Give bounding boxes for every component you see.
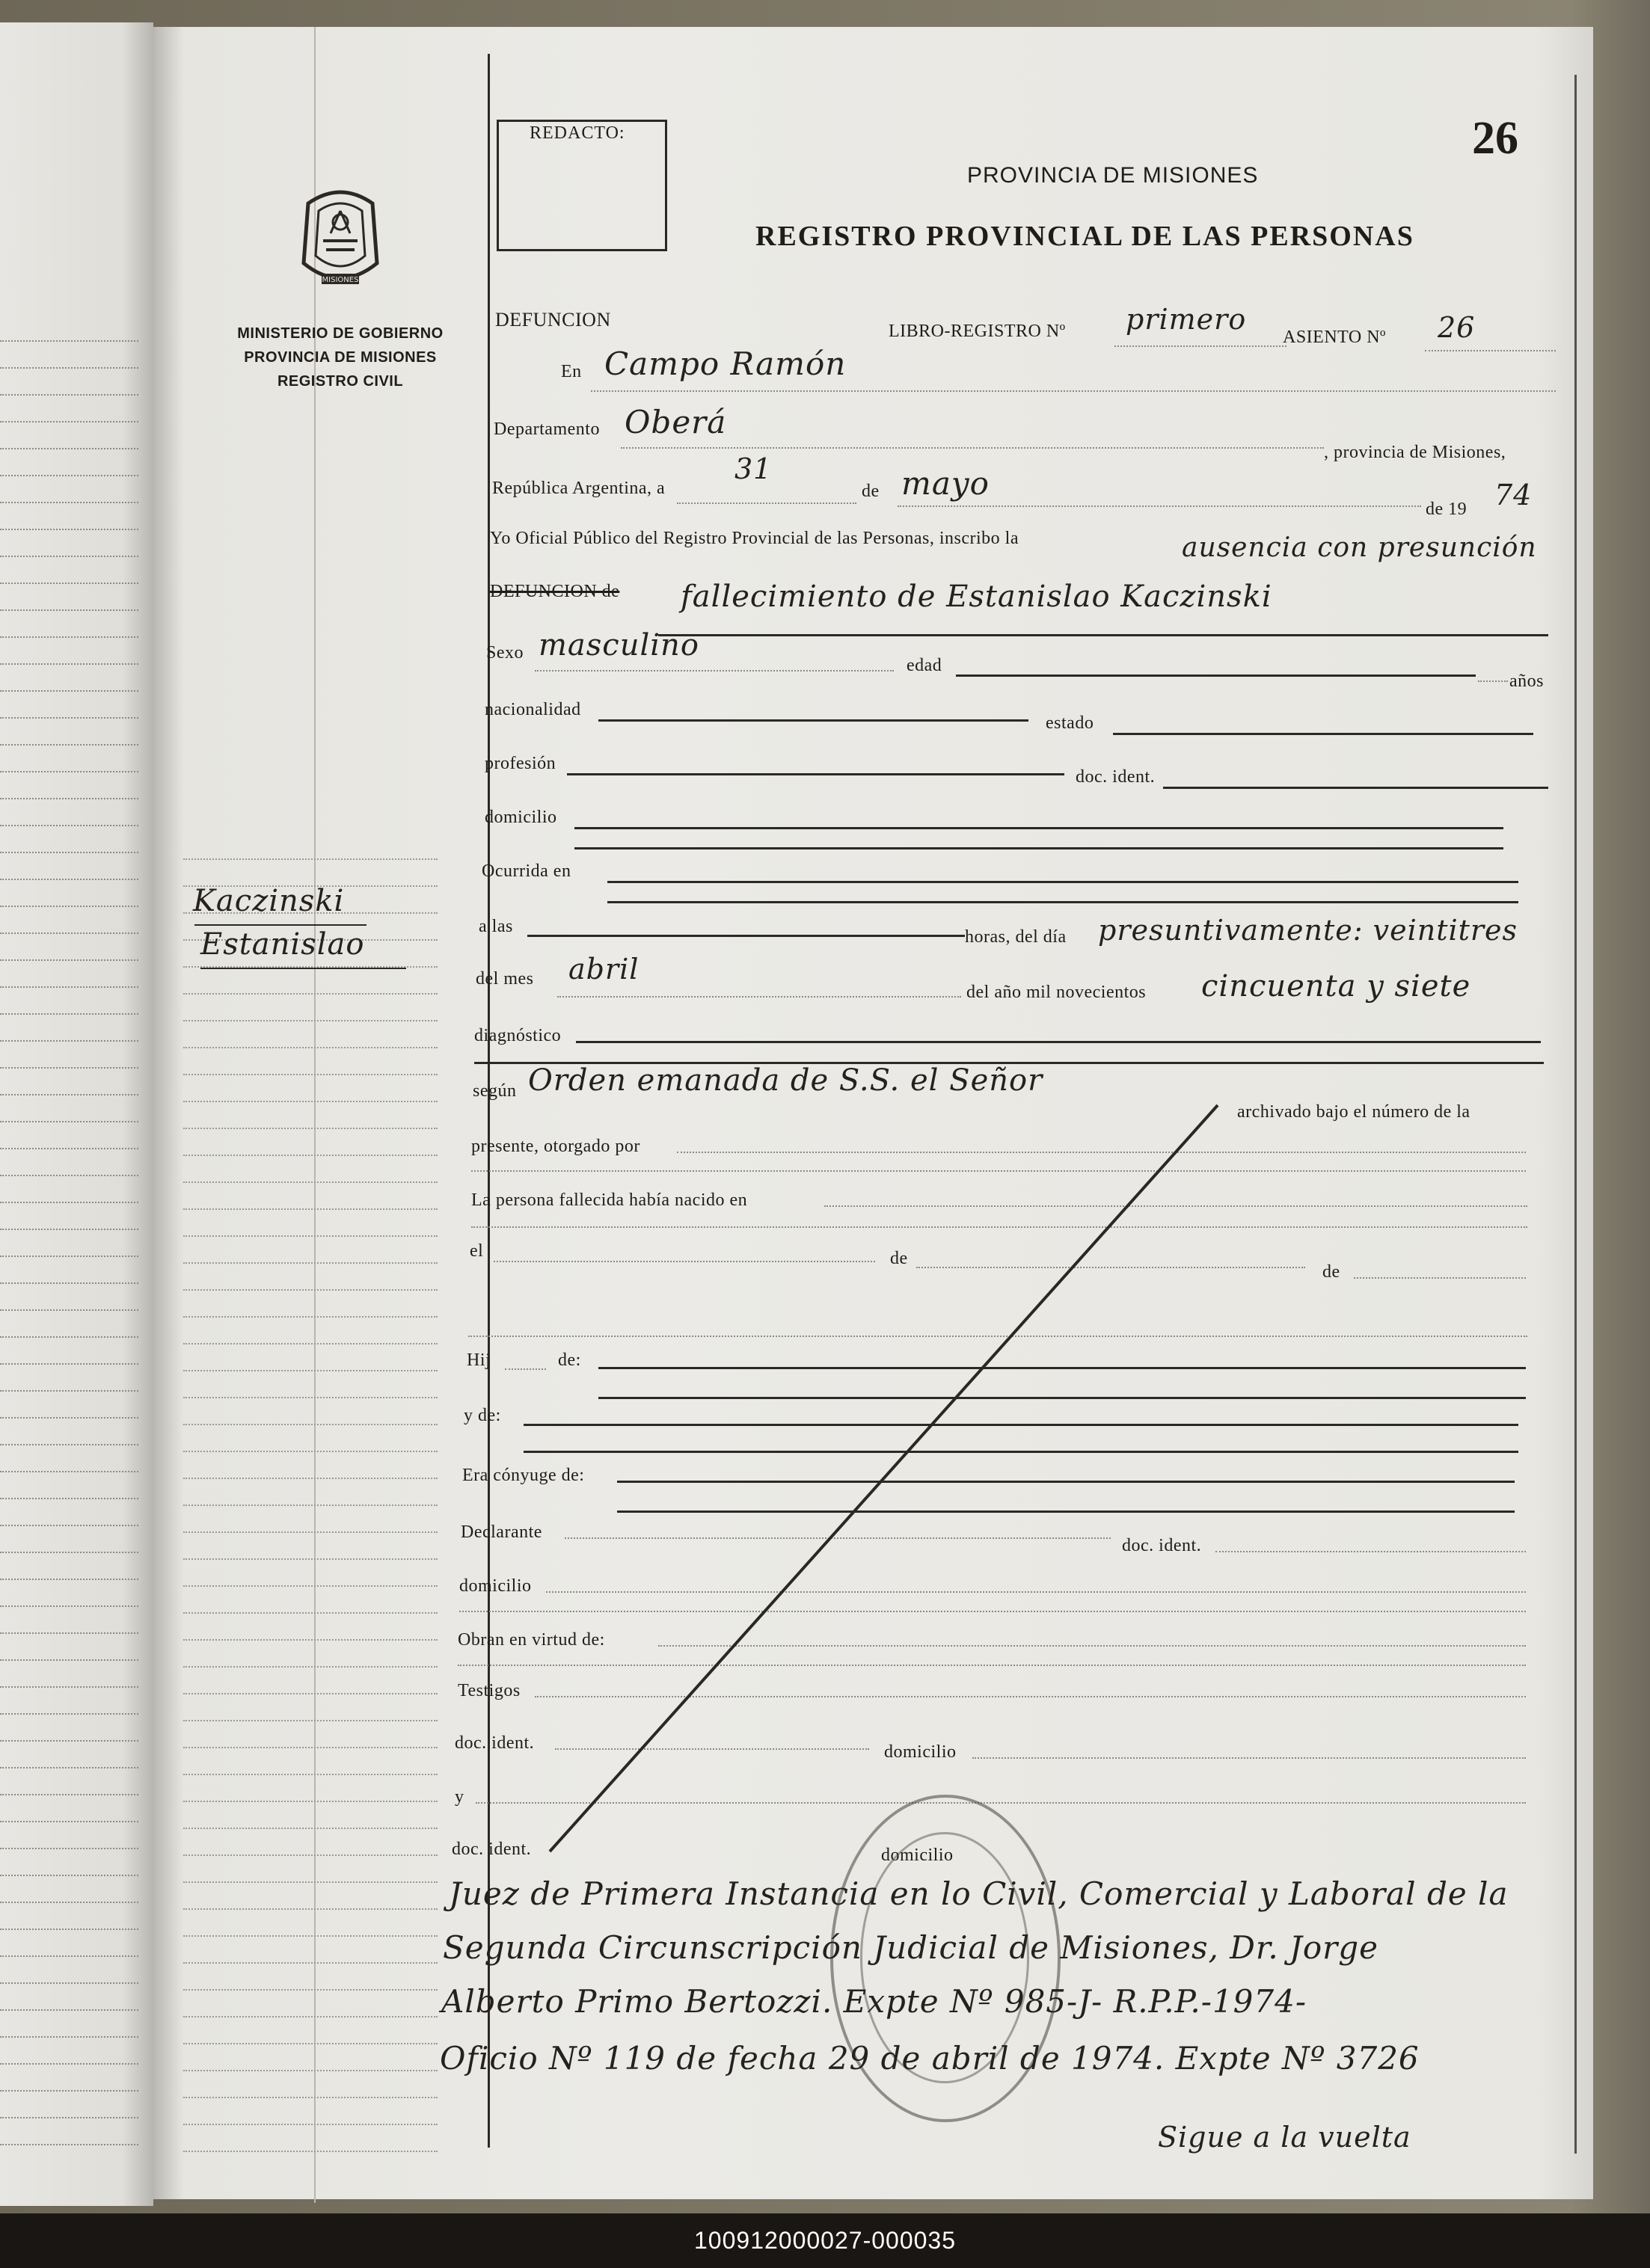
mes-label: del mes: [476, 969, 534, 989]
testigos-label: Testigos: [458, 1681, 521, 1700]
estado-label: estado: [1046, 713, 1094, 733]
ano-value: cincuenta y siete: [1201, 969, 1471, 1004]
defuncion-struck-label: DEFUNCION de: [490, 582, 620, 601]
continuation-line-3: Alberto Primo Bertozzi. Expte Nº 985-J- R.P.P.-1974-: [441, 1983, 1307, 2020]
domicilio3-label: domicilio: [884, 1742, 957, 1762]
domicilio-label: domicilio: [485, 808, 557, 827]
registry-title: REGISTRO PROVINCIAL DE LAS PERSONAS: [755, 221, 1414, 252]
nacido-label: La persona fallecida había nacido en: [471, 1190, 748, 1210]
continuation-line-2: Segunda Circunscripción Judicial de Misiones, Dr. Jorge: [443, 1929, 1378, 1966]
month-value: mayo: [901, 465, 990, 502]
declarante-label: Declarante: [461, 1522, 542, 1542]
republica-label: República Argentina, a: [492, 479, 666, 498]
conyuge-label: Era cónyuge de:: [462, 1466, 585, 1485]
ministry-line: PROVINCIA DE MISIONES: [244, 349, 437, 366]
de2-label: de: [1322, 1262, 1340, 1282]
segun-value: Orden emanada de S.S. el Señor: [528, 1063, 1043, 1098]
en-label: En: [561, 362, 582, 381]
ministry-line: MINISTERIO DE GOBIERNO: [237, 325, 444, 342]
mes-value: abril: [568, 953, 640, 986]
doc-ident-label: doc. ident.: [1076, 767, 1156, 787]
obran-label: Obran en virtud de:: [458, 1630, 605, 1650]
departamento-label: Departamento: [494, 420, 600, 439]
seal-text: MISIONES: [322, 276, 359, 284]
ocurrida-label: Ocurrida en: [482, 861, 571, 881]
continuation-line-4: Oficio Nº 119 de fecha 29 de abril de 1974. Expte Nº 3726: [440, 2040, 1420, 2077]
domicilio4-label: domicilio: [881, 1846, 954, 1865]
diagnostico-label: diagnóstico: [474, 1026, 562, 1045]
domicilio2-label: domicilio: [459, 1576, 532, 1596]
doc-ident4-label: doc. ident.: [452, 1840, 532, 1859]
nacionalidad-label: nacionalidad: [485, 700, 581, 719]
asiento-value: 26: [1438, 311, 1476, 344]
redacto-label: REDACTO:: [530, 123, 625, 143]
de-label: de: [862, 482, 880, 501]
day-value: 31: [734, 452, 773, 485]
horas-label: horas, del día: [965, 927, 1067, 947]
archivado-label: archivado bajo el número de la: [1237, 1102, 1470, 1122]
edad-label: edad: [907, 656, 942, 675]
y-de-label: y de:: [464, 1406, 501, 1425]
document-id: 100912000027-000035: [694, 2227, 956, 2254]
margin-surname: Kaczinski: [193, 884, 345, 918]
anos-label: años: [1509, 672, 1544, 691]
sexo-value: masculino: [539, 628, 699, 663]
en-value: Campo Ramón: [604, 345, 847, 382]
y-label: y: [455, 1787, 464, 1807]
hij-label: Hij: [467, 1350, 491, 1370]
el-label: el: [470, 1241, 484, 1261]
asiento-label: ASIENTO Nº: [1283, 328, 1386, 347]
presente-label: presente, otorgado por: [471, 1137, 640, 1156]
inscribo-value: ausencia con presunción: [1182, 532, 1537, 563]
profesion-label: profesión: [485, 754, 556, 773]
libro-label: LIBRO-REGISTRO Nº: [889, 322, 1066, 341]
hij-de-label: de:: [558, 1350, 581, 1370]
sexo-label: Sexo: [486, 643, 524, 663]
dia-value: presuntivamente: veintitres: [1098, 914, 1518, 947]
year-value: 74: [1494, 479, 1533, 511]
doc-ident3-label: doc. ident.: [455, 1733, 535, 1753]
continuation-line-1: Juez de Primera Instancia en lo Civil, Comercial y Laboral de la: [449, 1875, 1509, 1912]
year-label: de 19: [1426, 500, 1467, 519]
ministry-line: REGISTRO CIVIL: [277, 373, 404, 390]
record-type: DEFUNCION: [495, 309, 611, 331]
sigue-note: Sigue a la vuelta: [1158, 2121, 1411, 2154]
segun-label: según: [473, 1081, 517, 1101]
doc-ident2-label: doc. ident.: [1122, 1536, 1202, 1555]
ano-label: del año mil novecientos: [966, 983, 1147, 1002]
page-number: 26: [1472, 113, 1518, 164]
provincia-label: , provincia de Misiones,: [1324, 443, 1506, 462]
libro-value: primero: [1126, 303, 1247, 336]
fallecimiento-value: fallecimiento de Estanislao Kaczinski: [681, 580, 1272, 614]
de1-label: de: [890, 1249, 908, 1268]
departamento-value: Oberá: [625, 404, 727, 440]
a-las-label: a las: [479, 917, 513, 936]
oficial-label: Yo Oficial Público del Registro Provincial de las Personas, inscribo la: [490, 529, 1019, 548]
margin-given-name: Estanislao: [200, 927, 365, 962]
province-title: PROVINCIA DE MISIONES: [967, 163, 1259, 188]
